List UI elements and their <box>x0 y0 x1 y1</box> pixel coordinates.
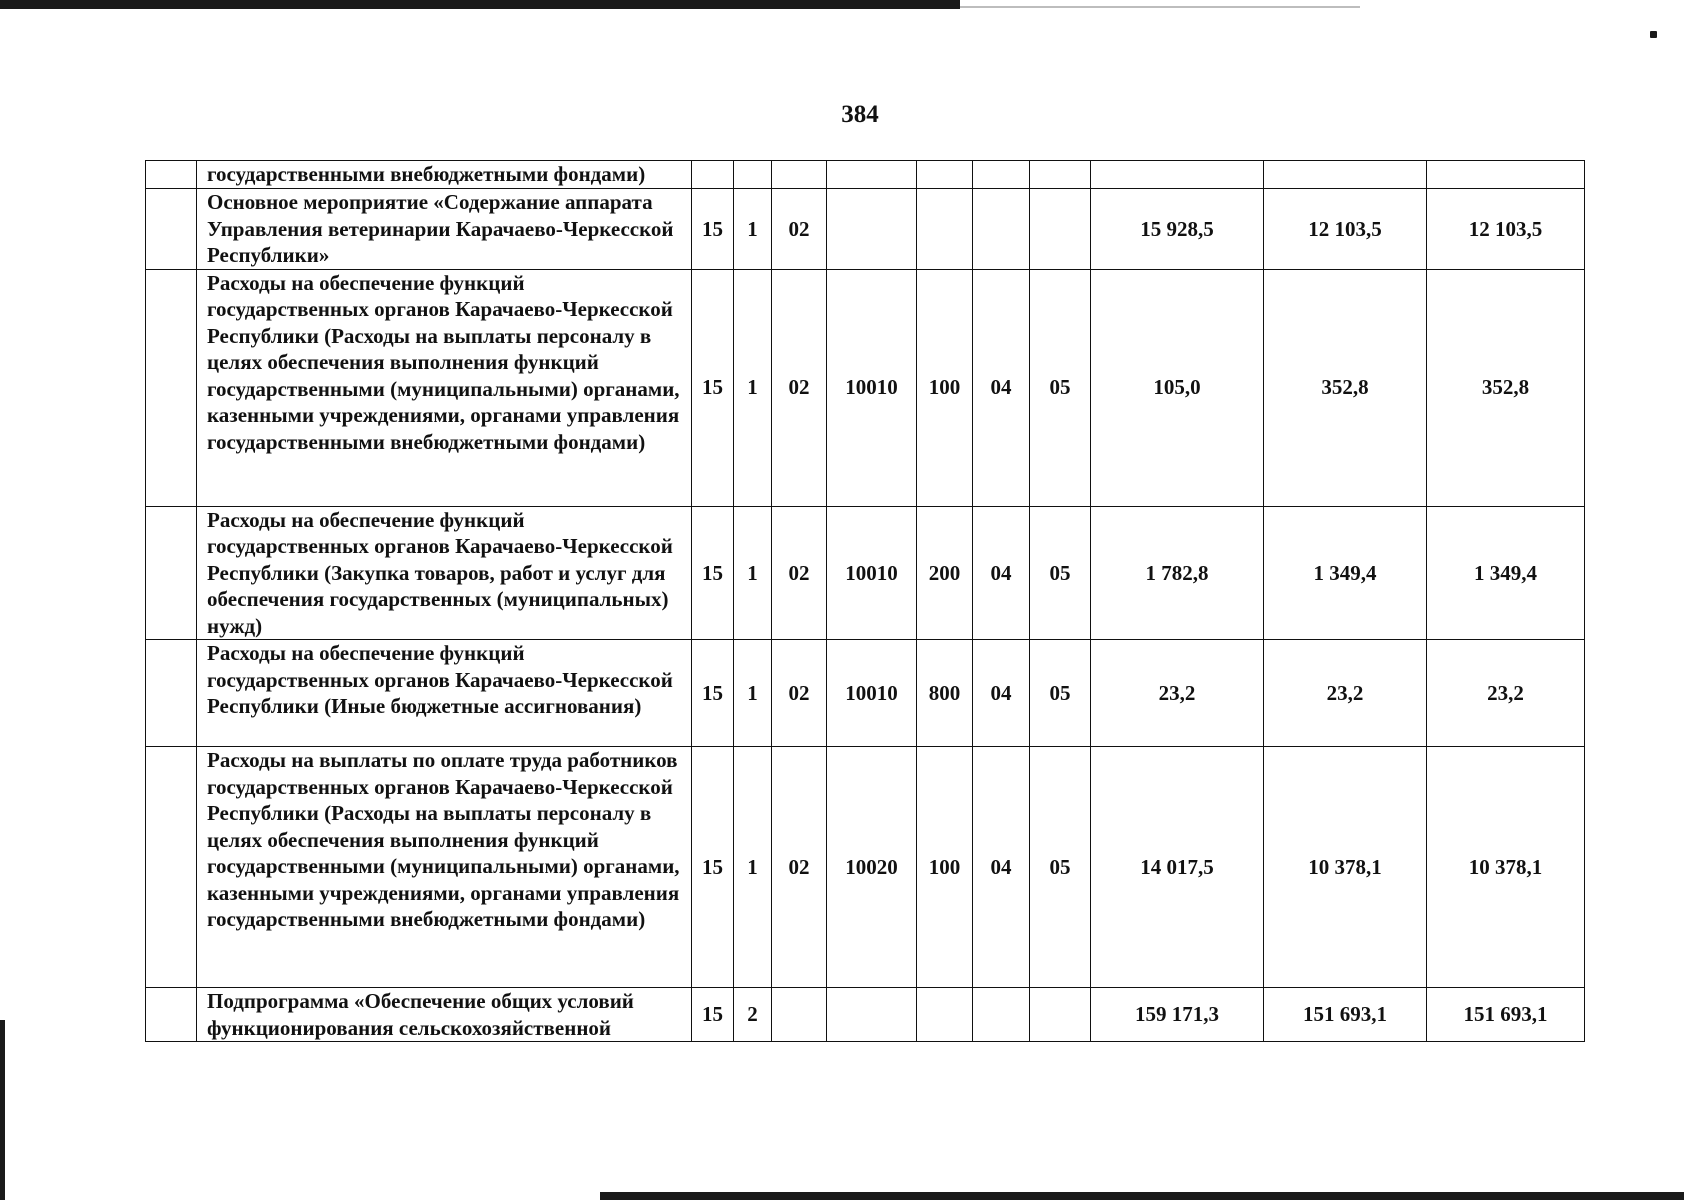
row-index-cell <box>146 189 197 270</box>
code-cell: 100 <box>917 269 973 506</box>
amount-cell <box>1264 161 1427 189</box>
row-name: государственными внебюджетными фондами) <box>197 161 692 189</box>
code-cell: 15 <box>692 506 734 640</box>
scan-edge-bottom <box>600 1192 1684 1200</box>
row-index-cell <box>146 640 197 747</box>
amount-cell: 23,2 <box>1427 640 1585 747</box>
row-name: Расходы на обеспечение функций государственных органов Карачаево-Черкесской Республики (Иные бюджетные ассигнования) <box>197 640 692 747</box>
code-cell <box>973 988 1030 1042</box>
amount-cell: 12 103,5 <box>1427 189 1585 270</box>
code-cell <box>1030 189 1091 270</box>
amount-cell: 23,2 <box>1091 640 1264 747</box>
code-cell: 2 <box>734 988 772 1042</box>
scan-mark <box>1650 31 1657 38</box>
row-name: Основное мероприятие «Содержание аппарата Управления ветеринарии Карачаево-Черкесской Республики» <box>197 189 692 270</box>
scan-edge-top <box>0 0 960 9</box>
row-name: Расходы на обеспечение функций государственных органов Карачаево-Черкесской Республики (Расходы на выплаты персоналу в целях обеспечения выполнения функций государственными (муниципальными) органами, казенными учреждениями, органами управления государственными внебюджетными фондами) <box>197 269 692 506</box>
code-cell: 1 <box>734 269 772 506</box>
code-cell: 200 <box>917 506 973 640</box>
row-index-cell <box>146 747 197 988</box>
amount-cell: 12 103,5 <box>1264 189 1427 270</box>
amount-cell: 151 693,1 <box>1264 988 1427 1042</box>
code-cell: 10010 <box>827 506 917 640</box>
amount-cell: 1 782,8 <box>1091 506 1264 640</box>
code-cell: 02 <box>772 506 827 640</box>
code-cell <box>973 161 1030 189</box>
code-cell: 05 <box>1030 506 1091 640</box>
code-cell: 15 <box>692 189 734 270</box>
table-row <box>146 189 1585 270</box>
code-cell <box>973 189 1030 270</box>
code-cell <box>827 988 917 1042</box>
code-cell: 15 <box>692 747 734 988</box>
page-number: 384 <box>841 101 879 128</box>
amount-cell: 14 017,5 <box>1091 747 1264 988</box>
amount-cell: 15 928,5 <box>1091 189 1264 270</box>
amount-cell: 1 349,4 <box>1427 506 1585 640</box>
code-cell: 15 <box>692 640 734 747</box>
code-cell: 05 <box>1030 640 1091 747</box>
table-row <box>146 269 1585 506</box>
scan-edge-left <box>0 1020 5 1200</box>
code-cell: 15 <box>692 988 734 1042</box>
code-cell: 1 <box>734 189 772 270</box>
amount-cell: 151 693,1 <box>1427 988 1585 1042</box>
row-index-cell <box>146 988 197 1042</box>
code-cell <box>827 161 917 189</box>
row-name: Подпрограмма «Обеспечение общих условий функционирования сельскохозяйственной <box>197 988 692 1042</box>
code-cell: 800 <box>917 640 973 747</box>
code-cell: 04 <box>973 269 1030 506</box>
code-cell: 02 <box>772 189 827 270</box>
amount-cell: 352,8 <box>1427 269 1585 506</box>
code-cell <box>827 189 917 270</box>
budget-table <box>145 160 1585 1042</box>
table-row <box>146 640 1585 747</box>
code-cell <box>1030 988 1091 1042</box>
code-cell: 1 <box>734 747 772 988</box>
code-cell: 10010 <box>827 640 917 747</box>
amount-cell <box>1091 161 1264 189</box>
code-cell: 1 <box>734 640 772 747</box>
code-cell <box>734 161 772 189</box>
code-cell <box>772 161 827 189</box>
code-cell <box>917 189 973 270</box>
code-cell: 15 <box>692 269 734 506</box>
code-cell: 04 <box>973 747 1030 988</box>
row-index-cell <box>146 506 197 640</box>
row-index-cell <box>146 161 197 189</box>
amount-cell: 352,8 <box>1264 269 1427 506</box>
row-index-cell <box>146 269 197 506</box>
scan-edge-top-thin <box>960 6 1360 8</box>
amount-cell <box>1427 161 1585 189</box>
table-row <box>146 506 1585 640</box>
amount-cell: 1 349,4 <box>1264 506 1427 640</box>
code-cell: 10010 <box>827 269 917 506</box>
amount-cell: 23,2 <box>1264 640 1427 747</box>
code-cell: 04 <box>973 640 1030 747</box>
amount-cell: 159 171,3 <box>1091 988 1264 1042</box>
code-cell <box>917 161 973 189</box>
amount-cell: 10 378,1 <box>1427 747 1585 988</box>
table-row <box>146 747 1585 988</box>
code-cell: 100 <box>917 747 973 988</box>
row-name: Расходы на обеспечение функций государственных органов Карачаево-Черкесской Республики (Закупка товаров, работ и услуг для обеспечения государственных (муниципальных) нужд) <box>197 506 692 640</box>
code-cell: 02 <box>772 747 827 988</box>
amount-cell: 10 378,1 <box>1264 747 1427 988</box>
code-cell: 04 <box>973 506 1030 640</box>
table-row <box>146 988 1585 1042</box>
code-cell <box>692 161 734 189</box>
code-cell: 02 <box>772 269 827 506</box>
amount-cell: 105,0 <box>1091 269 1264 506</box>
code-cell: 05 <box>1030 747 1091 988</box>
code-cell: 05 <box>1030 269 1091 506</box>
row-name: Расходы на выплаты по оплате труда работников государственных органов Карачаево-Черкесской Республики (Расходы на выплаты персоналу в целях обеспечения выполнения функций государственными (муниципальными) органами, казенными учреждениями, органами управления государственными внебюджетными фондами) <box>197 747 692 988</box>
code-cell: 02 <box>772 640 827 747</box>
code-cell <box>772 988 827 1042</box>
table-row <box>146 161 1585 189</box>
code-cell: 10020 <box>827 747 917 988</box>
code-cell <box>917 988 973 1042</box>
code-cell <box>1030 161 1091 189</box>
code-cell: 1 <box>734 506 772 640</box>
